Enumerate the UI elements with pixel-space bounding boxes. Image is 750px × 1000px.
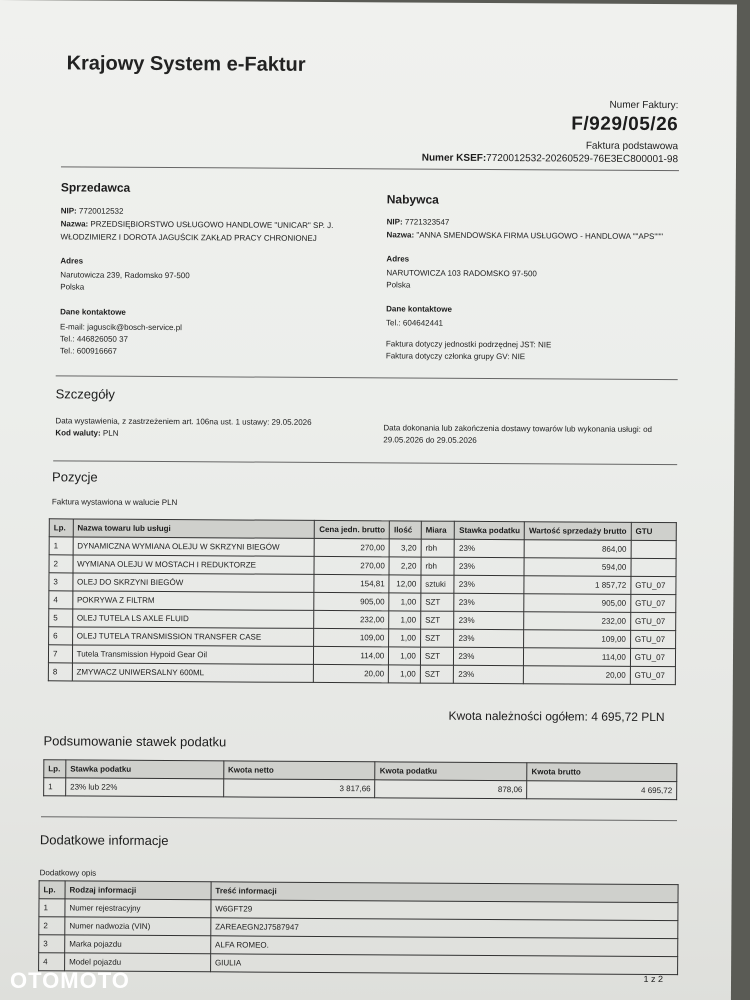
table-cell: 232,00 (524, 612, 631, 631)
page-number: 1 z 2 (643, 973, 664, 985)
table-cell: 594,00 (524, 558, 631, 577)
table-cell: OLEJ TUTELA TRANSMISSION TRANSFER CASE (72, 627, 314, 646)
additional-table (38, 880, 679, 975)
table-cell: Model pojazdu (65, 953, 211, 972)
table-cell: 2,20 (389, 557, 421, 575)
column-header: GTU (631, 522, 676, 540)
table-cell: 5 (49, 609, 73, 627)
table-cell: Marka pojazdu (65, 935, 211, 954)
column-header: Lp. (39, 881, 65, 899)
table-cell: 7 (48, 645, 72, 663)
table-cell: 23% (454, 593, 524, 611)
column-header: Kwota netto (223, 761, 375, 780)
column-header: Nazwa towaru lub usługi (73, 519, 315, 538)
table-cell: rbh (421, 557, 455, 575)
table-cell: 23% (454, 557, 524, 575)
table-cell: ZMYWACZ UNIWERSALNY 600ML (72, 663, 314, 682)
page-title: Krajowy System e-Faktur (66, 52, 306, 76)
positions-table (48, 518, 677, 685)
table-cell: ALFA ROMEO. (211, 936, 678, 957)
buyer-address-line1: NARUTOWICZA 103 RADOMSKO 97-500 (386, 268, 537, 279)
table-cell: 23% (454, 611, 524, 629)
invoice-total: Kwota należności ogółem: 4 695,72 PLN (448, 708, 665, 725)
table-cell: GTU_07 (630, 666, 675, 684)
table-cell (631, 558, 676, 576)
table-cell: GTU_07 (631, 576, 676, 594)
table-cell: 3 (49, 573, 73, 591)
column-header: Lp. (44, 760, 66, 778)
table-cell: DYNAMICZNA WYMIANA OLEJU W SKRZYNI BIEGÓW (73, 537, 315, 556)
table-cell: ZAREAEGN2J7587947 (211, 918, 678, 939)
table-cell: 2 (39, 917, 65, 935)
column-header: Cena jedn. brutto (315, 520, 390, 538)
buyer-name: Nazwa: "ANNA SMENDOWSKA FIRMA USŁUGOWO - HANDLOWA ""APS""" (386, 230, 663, 242)
column-header: Ilość (389, 521, 421, 539)
table-cell: 4 (49, 591, 73, 609)
buyer-address-line2: Polska (386, 280, 411, 290)
buyer-address-heading: Adres (386, 254, 410, 264)
buyer-heading: Nabywca (386, 192, 439, 207)
column-header: Stawka podatku (66, 760, 224, 779)
table-cell: 23% lub 22% (66, 778, 224, 797)
seller-nip: NIP: 7720012532 (60, 206, 124, 216)
table-cell: 20,00 (524, 666, 631, 685)
table-cell: 1,00 (389, 647, 421, 665)
seller-address-heading: Adres (60, 256, 84, 266)
table-cell: GTU_07 (630, 612, 675, 630)
seller-heading: Sprzedawca (60, 180, 131, 195)
seller-address-line2: Polska (60, 282, 85, 292)
table-cell: 23% (454, 575, 524, 593)
column-header: Wartość sprzedaży brutto (524, 522, 631, 541)
table-row (39, 953, 678, 975)
divider (53, 460, 677, 465)
table-cell: Numer rejestracyjny (65, 899, 211, 918)
currency: Kod waluty: PLN (55, 428, 119, 438)
invoice-number: F/929/05/26 (571, 113, 679, 136)
table-cell: SZT (420, 665, 454, 683)
table-cell: SZT (421, 611, 455, 629)
column-header: Kwota brutto (527, 763, 677, 782)
table-cell: OLEJ DO SKRZYNI BIEGÓW (73, 573, 315, 592)
table-row (48, 663, 675, 685)
additional-heading: Dodatkowe informacje (39, 832, 169, 849)
seller-contact-heading: Dane kontaktowe (60, 307, 126, 317)
table-cell: WYMIANA OLEJU W MOSTACH I REDUKTORZE (73, 555, 315, 574)
buyer-gv: Faktura dotyczy członka grupy GV: NIE (385, 351, 526, 362)
table-cell: 154,81 (314, 574, 389, 592)
table-cell: 1,00 (389, 611, 421, 629)
table-cell: OLEJ TUTELA LS AXLE FLUID (72, 609, 314, 628)
invoice-type: Faktura podstawowa (585, 140, 679, 153)
tax-summary-heading: Podsumowanie stawek podatku (43, 733, 227, 750)
table-cell: 12,00 (389, 575, 421, 593)
divider (56, 375, 678, 380)
divider (41, 816, 677, 821)
table-cell: 3 817,66 (223, 779, 375, 798)
table-cell: 23% (454, 665, 524, 683)
table-row (44, 778, 677, 800)
table-cell: 270,00 (314, 556, 389, 574)
table-cell: 905,00 (524, 594, 631, 613)
additional-subheading: Dodatkowy opis (39, 868, 97, 878)
table-cell: SZT (421, 593, 455, 611)
table-cell: 905,00 (314, 592, 389, 610)
column-header: Stawka podatku (455, 521, 525, 539)
column-header: Kwota podatku (375, 762, 527, 781)
table-cell: 864,00 (524, 540, 631, 559)
table-cell: GTU_07 (630, 648, 675, 666)
ksef-number: Numer KSEF:7720012532-20260529-76E3EC800001-98 (421, 152, 679, 166)
table-cell: sztuki (421, 575, 455, 593)
table-cell: 114,00 (524, 648, 631, 667)
table-cell: W6GFT29 (211, 900, 678, 921)
table-cell: 1 (49, 537, 73, 555)
column-header: Rodzaj informacji (65, 881, 211, 900)
positions-heading: Pozycje (52, 469, 98, 485)
table-cell: 23% (454, 647, 524, 665)
table-cell: Tutela Transmission Hypoid Gear Oil (72, 645, 314, 664)
table-cell: 6 (49, 627, 73, 645)
buyer-phone: Tel.: 604642441 (386, 318, 444, 328)
table-cell: Numer nadwozia (VIN) (65, 917, 211, 936)
seller-name: Nazwa: PRZEDSIĘBIORSTWO USŁUGOWO HANDLOWE "UNICAR" SP. J. (60, 219, 334, 231)
table-cell: 1 (39, 899, 65, 917)
column-header: Lp. (49, 519, 73, 537)
details-heading: Szczegóły (55, 386, 115, 402)
table-cell: GTU_07 (631, 594, 676, 612)
table-cell: 4 (39, 953, 65, 971)
table-cell: GIULIA (210, 954, 677, 975)
column-header: Miara (421, 521, 455, 539)
otomoto-watermark: OTOMOTO (10, 968, 130, 993)
buyer-nip: NIP: 7721323547 (386, 217, 450, 227)
table-cell: 878,06 (375, 780, 527, 799)
table-cell: 20,00 (314, 664, 389, 682)
table-cell: 2 (49, 555, 73, 573)
seller-phone2: Tel.: 600916667 (59, 346, 117, 356)
buyer-contact-heading: Dane kontaktowe (386, 304, 452, 314)
table-cell: 1,00 (389, 665, 421, 683)
table-cell: 23% (454, 629, 524, 647)
table-cell: 8 (48, 663, 72, 681)
delivery-date: Data dokonania lub zakończenia dostawy towarów lub wykonania usługi: od (383, 423, 653, 434)
table-cell: 1,00 (389, 593, 421, 611)
table-cell: 109,00 (314, 628, 389, 646)
table-cell: 4 695,72 (527, 781, 677, 800)
table-cell: SZT (420, 629, 454, 647)
seller-email: E-mail: jaguscik@bosch-service.pl (59, 322, 182, 333)
table-cell: 23% (454, 539, 524, 557)
table-cell (631, 540, 676, 558)
currency-note: Faktura wystawiona w walucie PLN (51, 497, 178, 508)
table-cell: 3,20 (389, 539, 421, 557)
delivery-date-line2: 29.05.2026 do 29.05.2026 (383, 435, 477, 445)
invoice-number-label: Numer Faktury: (609, 99, 679, 112)
column-header: Treść informacji (211, 882, 678, 903)
table-cell: 109,00 (524, 630, 631, 649)
table-cell: 270,00 (315, 538, 390, 556)
table-cell: 1 (44, 778, 66, 796)
tax-summary-table (43, 759, 677, 800)
table-cell: 114,00 (314, 646, 389, 664)
table-cell: SZT (420, 647, 454, 665)
table-cell: GTU_07 (630, 630, 675, 648)
seller-name-line2: WŁODZIMIERZ I DOROTA JAGUŚCIK ZAKŁAD PRACY CHRONIONEJ (60, 232, 317, 243)
table-cell: 1 857,72 (524, 576, 631, 595)
buyer-jst: Faktura dotyczy jednostki podrzędnej JST: NIE (385, 339, 552, 350)
seller-address-line1: Narutowicza 239, Radomsko 97-500 (60, 270, 190, 281)
table-cell: POKRYWA Z FILTRM (72, 591, 314, 610)
divider (61, 166, 679, 171)
seller-phone1: Tel.: 446826050 37 (59, 334, 129, 344)
table-cell: 232,00 (314, 610, 389, 628)
table-cell: 1,00 (389, 629, 421, 647)
issue-date: Data wystawienia, z zastrzeżeniem art. 106na ust. 1 ustawy: 29.05.2026 (55, 416, 312, 427)
table-cell: 3 (39, 935, 65, 953)
table-cell: rbh (421, 539, 455, 557)
